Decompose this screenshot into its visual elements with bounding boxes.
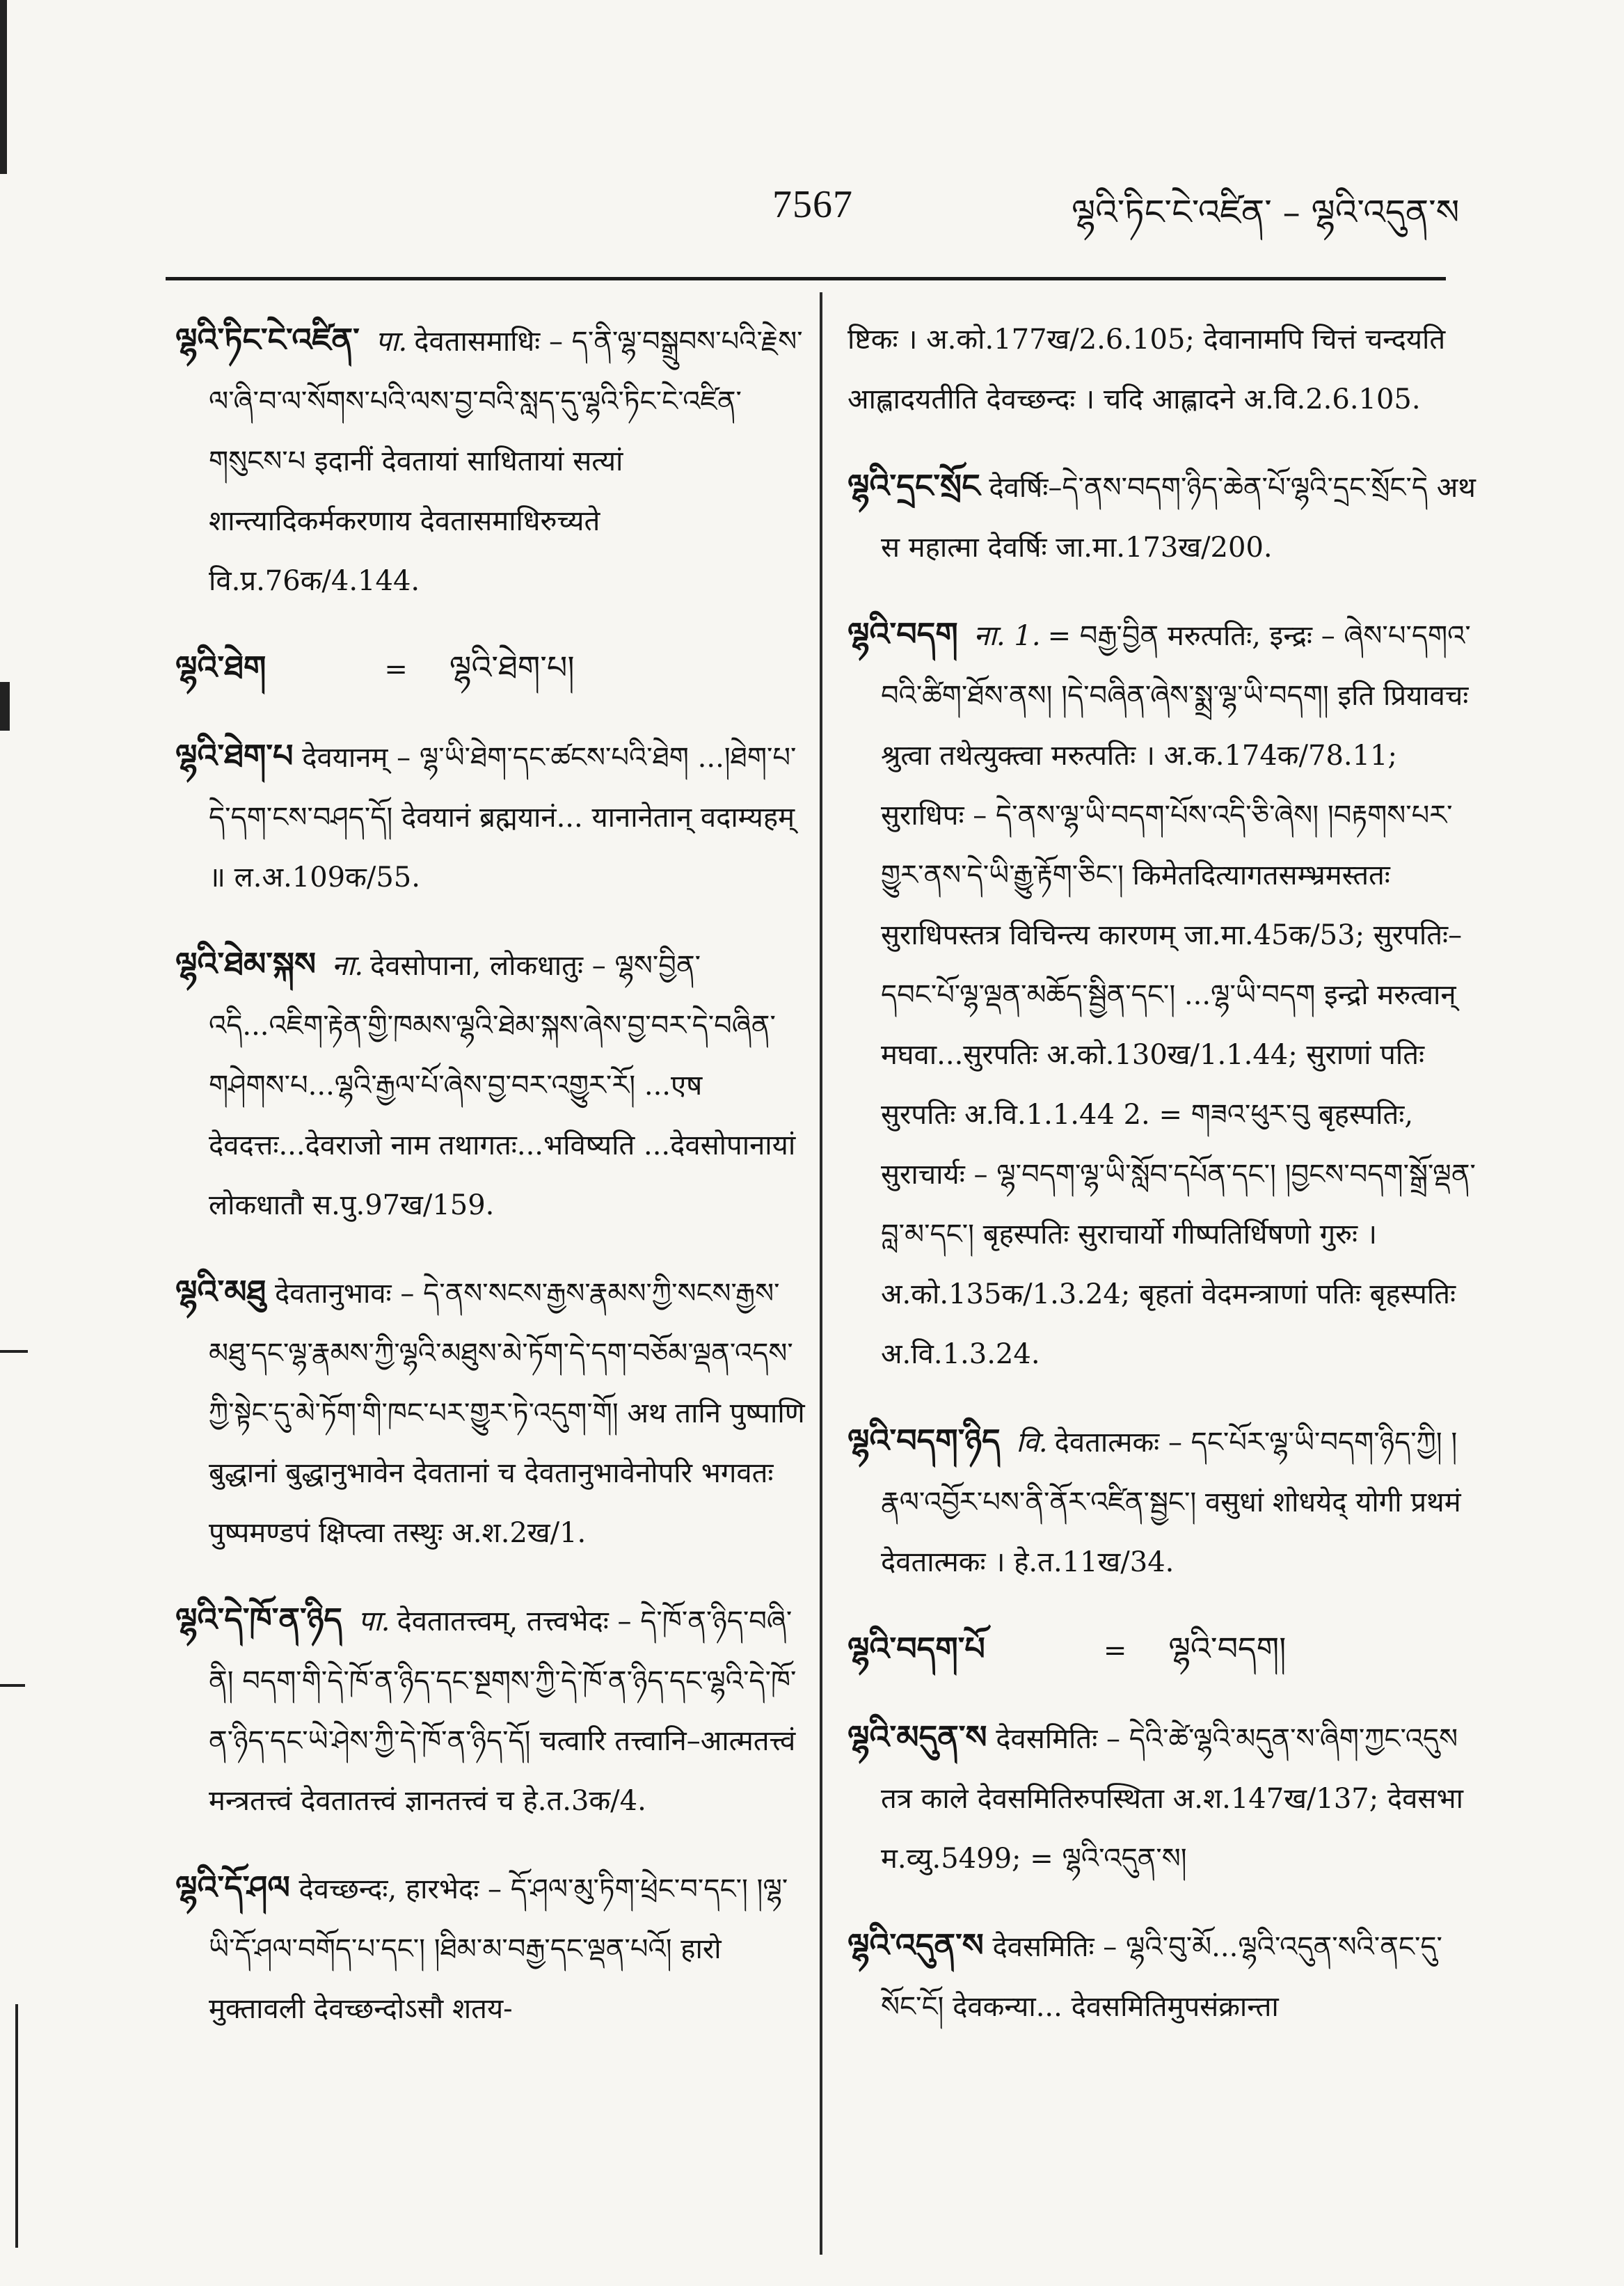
entry-definition: देवतानुभावः – དེ་ནས་སངས་རྒྱས་རྣམས་ཀྱི་སངས་རྒྱས་མཐུ་དང་ལྷ་རྣམས་ཀྱི་ལྷའི་མཐུས་མེ་ཏོག་དེ་དག་བཅོམ་ལྡན་འདས་ཀྱི་སྟེང་དུ་མེ་ཏོག་གི་ཁང་པར་གྱུར་ཏེ་འདུག་གོ། अथ तानि पुष्पाणि बुद्धानां बुद्धानुभावेन देवतानां च देवतानुभावेनोपरि भगवतः पुष्पमण्डपं क्षिप्त्वा तस्थुः अ.श.2ख/1. <box>209 1278 805 1549</box>
dictionary-entry <box>175 1589 805 1831</box>
scan-margin-mark <box>0 682 10 731</box>
dictionary-entry <box>847 1915 1477 2037</box>
entry-headword: ལྷའི་མཐུ <box>175 1273 266 1310</box>
entry-headword: ལྷའི་ཐེག <box>175 649 266 686</box>
entry-headword: ལྷའི་ཐེམ་སྐས <box>175 945 317 983</box>
entry-headword: ལྷའི་བདག་ཉིད <box>847 1422 1001 1459</box>
dictionary-entry <box>175 726 805 907</box>
entry-headword: ལྷའི་མདུན་ས <box>847 1718 987 1756</box>
grammatical-label: वि. <box>1016 1427 1048 1459</box>
entry-headword: ལྷའི་དོ་ཤལ <box>175 1868 290 1906</box>
header-rule <box>166 277 1446 280</box>
right-column <box>847 310 1477 2063</box>
entry-headword: ལྷའི་དྲང་སྲོང <box>847 467 980 505</box>
grammatical-label: ना. 1. <box>973 620 1041 652</box>
dictionary-entry <box>847 1411 1477 1592</box>
cross-reference-entry <box>175 637 805 699</box>
entry-definition: देवयानम् – ལྷ་ཡི་ཐེག་དང་ཚངས་པའི་ཐེག ...།ཐེག་པ་དེ་དག་ངས་བཤད་དོ། देवयानं ब्रह्मयानं... यानानेतान् वदाम्यहम् ॥ ल.अ.109क/55. <box>209 742 797 894</box>
entry-definition: देवसमितिः – ལྷའི་བུ་མོ...ལྷའི་འདུན་སའི་ནང་དུ་སོང་ངོ། देवकन्या... देवसमितिमुपसंक्रान्ता <box>881 1931 1442 2023</box>
entry-definition: देवतासमाधिः – ད་ནི་ལྷ་བསྒྲུབས་པའི་རྗེས་ལ་ཞི་བ་ལ་སོགས་པའི་ལས་བྱ་བའི་སླད་དུ་ལྷའི་ཏིང་ངེ་འཛིན་གསུངས་པ इदानीं देवतायां साधितायां सत्यां शान्त्यादिकर्मकरणाय देवतासमाधिरुच्यते वि.प्र.76क/4.144. <box>209 326 803 597</box>
running-head: ལྷའི་ཏིང་ངེ་འཛིན་ – ལྷའི་འདུན་ས <box>1072 192 1460 232</box>
grammatical-label: ना. <box>331 950 364 982</box>
entry-definition: देवतातत्त्वम्, तत्त्वभेदः – དེ་ཁོ་ན་ཉིད་བཞི་ནི། བདག་གི་དེ་ཁོ་ན་ཉིད་དང་སྔགས་ཀྱི་དེ་ཁོ་ན་ཉིད་དང་ལྷའི་དེ་ཁོ་ན་ཉིད་དང་ཡེ་ཤེས་ཀྱི་དེ་ཁོ་ན་ཉིད་དོ། चत्वारि तत्त्वानि–आत्मतत्त्वं मन्त्रतत्त्वं देवतातत्त्वं ज्ञानतत्त्वं च हे.त.3क/4. <box>209 1605 797 1817</box>
grammatical-label: पा. <box>358 1605 390 1637</box>
entry-definition: ष्टिकः । अ.को.177ख/2.6.105; देवानामपि चित्तं चन्दयति आह्लादयतीति देवच्छन्दः । चदि आह्लादने अ.वि.2.6.105. <box>847 324 1446 415</box>
entry-headword: ལྷའི་འདུན་ས <box>847 1926 984 1964</box>
dictionary-entry <box>847 1707 1477 1889</box>
entry-definition: देवतात्मकः – དང་པོར་ལྷ་ཡི་བདག་ཉིད་ཀྱི། །རྣལ་འབྱོར་པས་ནི་ནོར་འཛིན་སྦྱང་། वसुधां शोधयेद् योगी प्रथमं देवतात्मकः । हे.त.11ख/34. <box>881 1427 1461 1578</box>
equals-sign: = <box>384 653 408 685</box>
cross-reference-entry <box>847 1619 1477 1681</box>
entry-headword: ལྷའི་དེ་ཁོ་ན་ཉིད <box>175 1601 342 1638</box>
left-column <box>175 310 805 2065</box>
entry-headword: ལྷའི་ཏིང་ངེ་འཛིན་ <box>175 321 360 358</box>
dictionary-entry <box>175 1857 805 2039</box>
equals-sign: = <box>1103 1635 1127 1667</box>
scan-margin-mark <box>0 1684 25 1687</box>
entry-definition: देवसोपाना, लोकधातुः – ལྷས་བྱིན་འདི...འཇིག་རྟེན་གྱི་ཁམས་ལྷའི་ཐེམ་སྐས་ཞེས་བྱ་བར་དེ་བཞིན་གཤེགས་པ...ལྷའི་རྒྱལ་པོ་ཞེས་བྱ་བར་འགྱུར་རོ། ...एष देवदत्तः...देवराजो नाम तथागतः...भविष्यति ...देवसोपानायां लोकधातौ स.पु.97ख/159. <box>209 950 796 1221</box>
entry-definition: देवर्षिः–དེ་ནས་བདག་ཉིད་ཆེན་པོ་ལྷའི་དྲང་སྲོང་དེ अथ स महात्मा देवर्षिः जा.मा.173ख/200. <box>881 472 1476 564</box>
cross-reference-target: ལྷའི་བདག། <box>1168 1630 1287 1667</box>
entry-headword: ལྷའི་བདག <box>847 615 958 653</box>
cross-reference-target: ལྷའི་ཐེག་པ། <box>449 649 575 686</box>
dictionary-entry <box>175 1262 805 1563</box>
dictionary-entry <box>175 310 805 611</box>
grammatical-label: पा. <box>375 326 408 358</box>
scan-margin-mark <box>15 2004 18 2248</box>
dictionary-entry <box>847 604 1477 1384</box>
entry-continuation <box>847 310 1477 429</box>
scan-margin-mark <box>0 0 7 174</box>
dictionary-entry <box>175 934 805 1235</box>
entry-definition: देवच्छन्दः, हारभेदः – དོ་ཤལ་མུ་ཏིག་ཕྲེང་བ་དང་། །ལྷ་ཡི་དོ་ཤལ་བགོད་པ་དང་། །ཐིམ་མ་བརྒྱ་དང་ལྡན་པའོ། हारो मुक्तावली देवच्छन्दोऽसौ शतय- <box>209 1873 788 2025</box>
entry-headword: ལྷའི་བདག་པོ <box>847 1630 985 1667</box>
page-number: 7567 <box>772 183 853 226</box>
entry-headword: ལྷའི་ཐེག་པ <box>175 737 294 775</box>
column-divider <box>820 292 822 2255</box>
entry-definition: देवसमितिः – དེའི་ཚེ་ལྷའི་མདུན་ས་ཞིག་ཀྱང་འདུས तत्र काले देवसमितिरुपस्थिता अ.श.147ख/137; देवसभा म.व्यु.5499; = ལྷའི་འདུན་ས། <box>881 1723 1463 1875</box>
dictionary-entry <box>847 456 1477 578</box>
entry-definition: = བརྒྱ་བྱིན मरुत्पतिः, इन्द्रः – ཞེས་པ་དགའ་བའི་ཚིག་ཐོས་ནས། །དེ་བཞིན་ཞེས་སྨྲ་ལྷ་ཡི་བདག། इति प्रियावचः श्रुत्वा तथेत्युक्त्वा मरुत्पतिः । अ.क.174क/78.11; सुराधिपः – དེ་ནས་ལྷ་ཡི་བདག་པོས་འདི་ཅི་ཞེས། །བརྟགས་པར་གྱུར་ནས་དེ་ཡི་རྒྱུ་རྟོག་ཅིང་། किमेतदित्यागतसम्भ्रमस्ततः सुराधिपस्तत्र विचिन्त्य कारणम् जा.मा.45क/53; सुरपतिः–དབང་པོ་ལྷ་ལྡན་མཆོད་སྦྱིན་དང་། ...ལྷ་ཡི་བདག इन्द्रो मरुत्वान् मघवा...सुरपतिः अ.को.130ख/1.1.44; सुराणां पतिः सुरपतिः अ.वि.1.1.44 2. = གཟའ་ཕུར་བུ बृहस्पतिः, सुराचार्यः – ལྷ་བདག་ལྷ་ཡི་སློབ་དཔོན་དང་། །བྱངས་བདག་སྒྲོ་ལྡན་བླ་མ་དང་། बृहस्पतिः सुराचार्यो गीष्पतिर्धिषणो गुरुः । अ.को.135क/1.3.24; बृहतां वेदमन्त्राणां पतिः बृहस्पतिः अ.वि.1.3.24. <box>881 620 1476 1370</box>
scan-margin-mark <box>0 1350 28 1353</box>
